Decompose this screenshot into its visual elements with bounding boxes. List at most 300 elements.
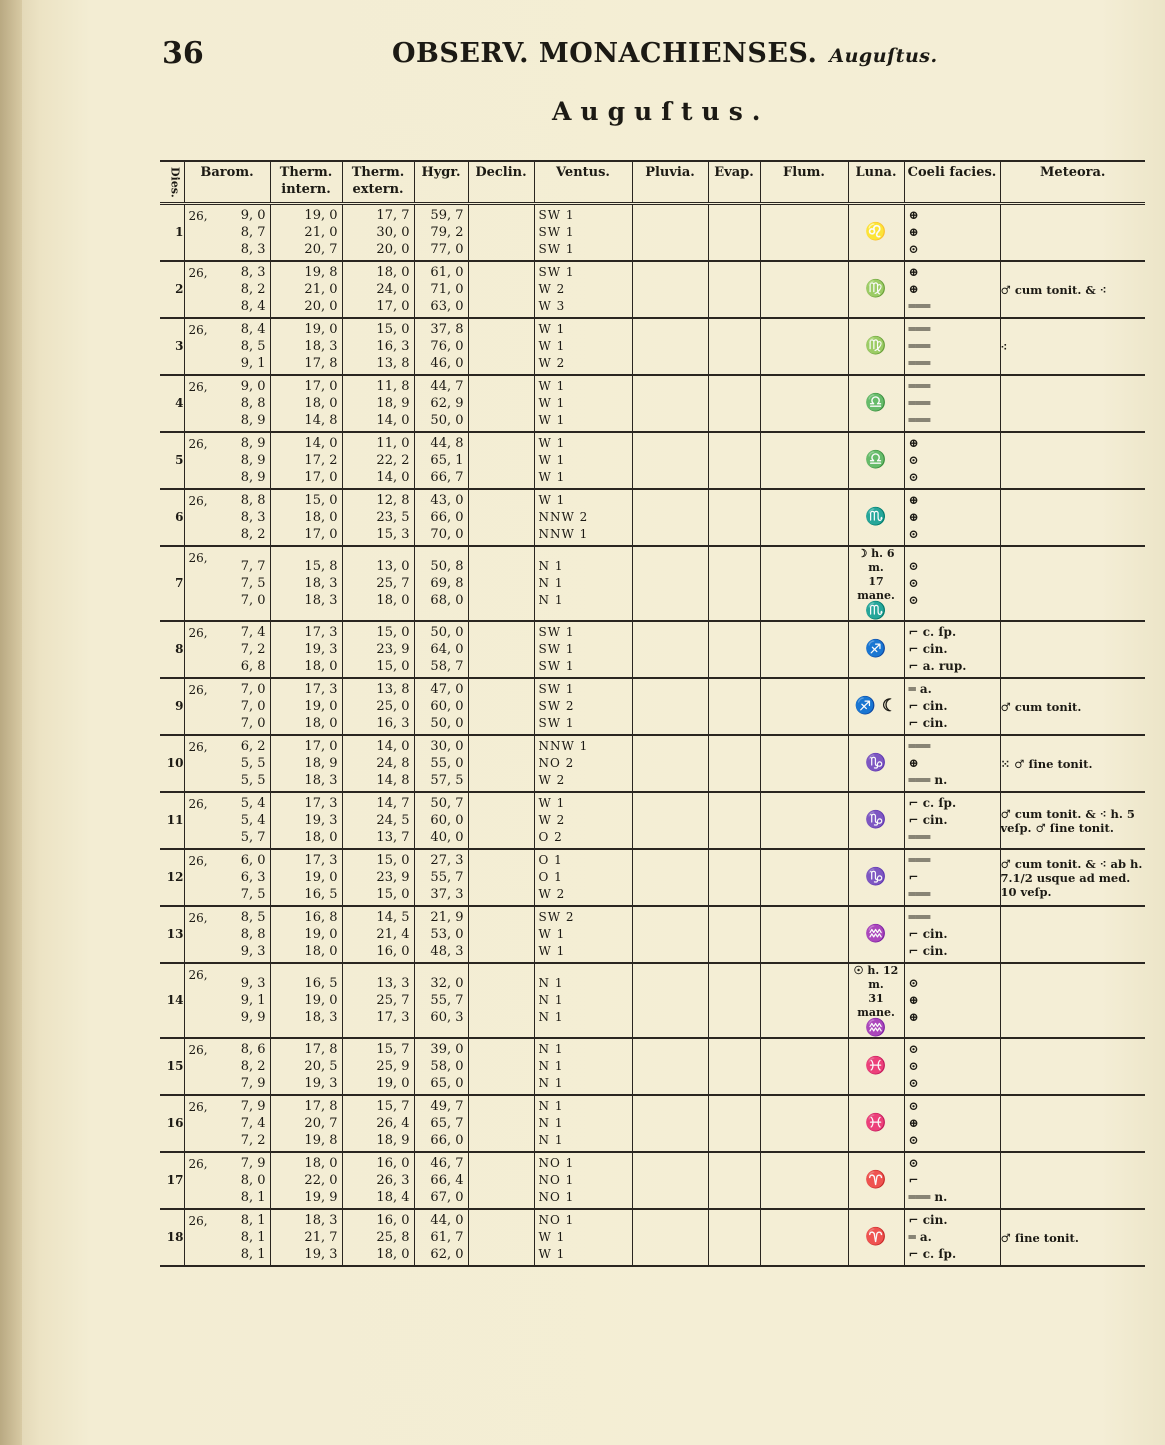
wind-cell-stack [535,547,632,620]
day-number: 8 [160,621,184,678]
therm-intern-cell-value: 16, 5 [304,976,338,991]
declination-cell [468,1038,534,1095]
hygrometer-cell [414,489,468,546]
declination-cell [468,489,534,546]
therm-intern-cell-value: 18, 0 [304,1156,338,1171]
evaporation-cell [708,1095,760,1152]
rain-cell [632,546,708,621]
therm-extern-cell-value: 26, 3 [376,1173,410,1188]
wind-cell-stack [535,262,632,317]
hygrometer-cell-value: 62, 9 [430,396,464,411]
hygrometer-cell-value: 30, 0 [430,739,464,754]
sky-cell [904,1209,1000,1266]
evaporation-cell [708,489,760,546]
therm-intern-cell [270,489,342,546]
hygrometer-cell-stack [415,964,468,1037]
therm-intern-cell-value: 21, 0 [304,282,338,297]
therm-intern-cell-stack [271,1210,342,1265]
therm-extern-cell-value: 20, 0 [376,242,410,257]
wind-cell-value: N 1 [538,976,564,990]
wind-cell-stack [535,376,632,431]
moon-cell [848,735,904,792]
wind-cell [534,318,632,375]
barometer-cell-value: 7, 4 [240,1116,266,1131]
hygrometer-cell-value: 58, 0 [430,1059,464,1074]
sky-cell [904,849,1000,906]
sky-cell [904,735,1000,792]
sky-cell-value: ⊙ [908,976,919,990]
hygrometer-cell [414,432,468,489]
table-row [160,318,1145,375]
moon-cell [848,678,904,735]
therm-extern-cell-value: 22, 2 [376,453,410,468]
wind-cell-value: SW 1 [538,242,575,256]
moon-phase-note: ☽ h. 6 m. [857,547,895,574]
barometer-cell [184,792,270,849]
wind-cell-value: N 1 [538,1010,564,1024]
sky-cell-value: ⊕ [908,493,919,507]
therm-intern-cell-stack [271,205,342,260]
wind-cell-stack [535,679,632,734]
wind-cell-value: SW 1 [538,225,575,239]
rain-cell [632,375,708,432]
observations-table [160,160,1145,1267]
therm-extern-cell-stack [343,907,414,962]
therm-intern-cell-value: 18, 9 [304,756,338,771]
therm-extern-cell [342,963,414,1038]
sky-cell-value: ⌐ cin. [908,944,948,958]
barometer-cell-value: 7, 0 [240,716,266,731]
hygrometer-cell-value: 60, 0 [430,813,464,828]
zodiac-sign-icon: ♓ [865,1113,887,1133]
wind-cell [534,1152,632,1209]
therm-intern-cell-stack [271,1039,342,1094]
therm-intern-cell-stack [271,1096,342,1151]
sky-cell-value: ⌐ cin. [908,927,948,941]
therm-extern-cell-stack [343,679,414,734]
sky-cell-value: ═══ [908,853,931,867]
sky-cell-stack [905,376,1000,431]
hygrometer-cell-value: 21, 9 [430,910,464,925]
declination-cell [468,906,534,963]
therm-intern-cell-value: 17, 0 [304,527,338,542]
hygrometer-cell [414,963,468,1038]
sky-cell-value: ⌐ cin. [908,699,948,713]
rain-cell [632,261,708,318]
therm-intern-cell-value: 19, 9 [304,1190,338,1205]
moon-cell [848,792,904,849]
therm-intern-cell-stack [271,262,342,317]
day-number: 7 [160,546,184,621]
therm-extern-cell-stack [343,736,414,791]
therm-extern-cell-value: 18, 9 [376,396,410,411]
therm-extern-cell [342,1209,414,1266]
wind-cell-stack [535,850,632,905]
therm-intern-cell [270,963,342,1038]
barometer-cell-value: 9, 0 [240,208,266,223]
therm-extern-cell-value: 13, 7 [376,830,410,845]
hygrometer-cell [414,546,468,621]
meteora-cell [1000,1038,1145,1095]
hygrometer-cell-value: 48, 3 [430,944,464,959]
therm-extern-cell-value: 30, 0 [376,225,410,240]
hygrometer-cell-value: 70, 0 [430,527,464,542]
moon-cell [848,546,904,621]
therm-extern-cell-value: 25, 8 [376,1230,410,1245]
moon-phase-note: ☉ h. 12 m. [853,964,899,991]
wind-cell-value: N 1 [538,1059,564,1073]
hygrometer-cell [414,1152,468,1209]
hygrometer-cell-value: 65, 1 [430,453,464,468]
moon-cell [848,906,904,963]
wind-cell-value: W 2 [538,813,566,827]
therm-intern-cell-value: 22, 0 [304,1173,338,1188]
sky-cell [904,204,1000,262]
therm-extern-cell [342,735,414,792]
therm-extern-cell-stack [343,1153,414,1208]
moon-cell [848,849,904,906]
zodiac-sign-icon: ♒ [865,924,887,944]
therm-intern-cell-value: 18, 0 [304,716,338,731]
therm-intern-cell-value: 17, 8 [304,1042,338,1057]
therm-intern-cell [270,1152,342,1209]
table-header-row [160,161,1145,204]
barometer-cell-value: 7, 9 [240,1099,266,1114]
therm-extern-cell [342,792,414,849]
barometer-cell [184,963,270,1038]
river-cell [760,261,848,318]
therm-extern-cell [342,261,414,318]
therm-extern-cell-value: 15, 7 [376,1042,410,1057]
therm-intern-cell-value: 21, 7 [304,1230,338,1245]
wind-cell-value: SW 1 [538,716,575,730]
wind-cell [534,849,632,906]
zodiac-sign-icon: ♑ [865,753,887,773]
wind-cell-value: NNW 1 [538,527,589,541]
therm-extern-cell [342,678,414,735]
sky-cell-value: ⊙ [908,1133,919,1147]
moon-cell [848,432,904,489]
wind-cell-stack [535,1039,632,1094]
river-cell [760,735,848,792]
wind-cell-value: W 1 [538,493,566,507]
therm-intern-cell [270,375,342,432]
sky-cell-stack [905,262,1000,317]
evaporation-cell [708,906,760,963]
barometer-inches: 26, [188,1214,208,1228]
sky-cell-value: ═══ n. [908,1190,948,1204]
wind-cell [534,432,632,489]
therm-extern-cell-value: 17, 3 [376,1010,410,1025]
wind-cell-value: N 1 [538,1116,564,1130]
wind-cell-value: N 1 [538,559,564,573]
barometer-cell-value: 5, 7 [240,830,266,845]
meteora-cell [1000,906,1145,963]
wind-cell-value: NO 1 [538,1173,575,1187]
barometer-cell-value: 8, 7 [240,225,266,240]
sky-cell-stack [905,736,1000,791]
sky-cell-value: ⌐ [908,870,919,884]
barometer-cell-value: 8, 8 [240,927,266,942]
day-number: 11 [160,792,184,849]
therm-extern-cell-value: 18, 9 [376,1133,410,1148]
hygrometer-cell-value: 60, 0 [430,699,464,714]
day-number: 2 [160,261,184,318]
hygrometer-cell-value: 44, 8 [430,436,464,451]
hygrometer-cell-value: 69, 8 [430,576,464,591]
wind-cell-value: NO 2 [538,756,575,770]
evaporation-cell [708,621,760,678]
therm-intern-cell-value: 17, 0 [304,739,338,754]
therm-extern-cell-value: 23, 9 [376,642,410,657]
therm-extern-cell-value: 14, 8 [376,773,410,788]
barometer-cell-value: 8, 9 [240,453,266,468]
sky-cell [904,621,1000,678]
therm-extern-cell-value: 14, 7 [376,796,410,811]
sky-cell [904,375,1000,432]
hygrometer-cell-stack [415,679,468,734]
therm-intern-cell-stack [271,319,342,374]
hygrometer-cell-value: 27, 3 [430,853,464,868]
rain-cell [632,204,708,262]
hygrometer-cell-value: 37, 8 [430,322,464,337]
therm-extern-cell-stack [343,490,414,545]
wind-cell-value: SW 2 [538,910,575,924]
therm-extern-cell-value: 13, 3 [376,976,410,991]
wind-cell-value: SW 1 [538,625,575,639]
sky-cell-value: ⊙ [908,559,919,573]
therm-intern-cell [270,204,342,262]
wind-cell-value: N 1 [538,1133,564,1147]
zodiac-sign-icon: ♐ ☾ [854,696,898,716]
moon-cell [848,1095,904,1152]
sky-cell-value: ⊙ [908,593,919,607]
wind-cell-value: W 2 [538,356,566,370]
therm-extern-cell-value: 25, 7 [376,993,410,1008]
wind-cell [534,678,632,735]
therm-extern-cell-stack [343,433,414,488]
sky-cell [904,318,1000,375]
barometer-cell-value: 8, 6 [240,1042,266,1057]
hygrometer-cell-value: 50, 0 [430,413,464,428]
therm-intern-cell-value: 17, 2 [304,453,338,468]
zodiac-sign-icon: ♍ [865,279,887,299]
hygrometer-cell-value: 64, 0 [430,642,464,657]
meteora-cell [1000,204,1145,262]
wind-cell-value: W 1 [538,1247,566,1261]
hygrometer-cell [414,1095,468,1152]
meteora-cell: ♂ cum tonit. [1000,678,1145,735]
zodiac-sign-icon: ♎ [865,450,887,470]
evaporation-cell [708,318,760,375]
river-cell [760,963,848,1038]
therm-extern-cell-stack [343,793,414,848]
wind-cell-value: N 1 [538,1042,564,1056]
sky-cell-value: ⌐ a. rup. [908,659,967,673]
sky-cell-value: ═══ [908,299,931,313]
sky-cell-stack [905,490,1000,545]
table-row [160,432,1145,489]
wind-cell-value: W 1 [538,453,566,467]
therm-intern-cell-value: 14, 8 [304,413,338,428]
therm-extern-cell-value: 14, 0 [376,413,410,428]
rain-cell [632,963,708,1038]
hygrometer-cell-value: 55, 7 [430,870,464,885]
therm-extern-cell [342,621,414,678]
hygrometer-cell-stack [415,319,468,374]
wind-cell-value: NO 1 [538,1156,575,1170]
therm-intern-cell-value: 19, 0 [304,927,338,942]
therm-extern-cell-value: 15, 0 [376,659,410,674]
barometer-cell-value: 7, 5 [240,887,266,902]
barometer-inches: 26, [188,683,208,697]
barometer-cell-value: 8, 5 [240,339,266,354]
barometer-cell-value: 9, 1 [240,993,266,1008]
hygrometer-cell-stack [415,433,468,488]
barometer-cell [184,1209,270,1266]
sky-cell-stack [905,679,1000,734]
hygrometer-cell [414,1209,468,1266]
meteora-cell: ♂ cum tonit. & ⁖ ab h. 7.1/2 usque ad med. 10 veſp. [1000,849,1145,906]
wind-cell-value: SW 1 [538,265,575,279]
moon-cell [848,621,904,678]
therm-intern-cell [270,849,342,906]
wind-cell-stack [535,205,632,260]
sky-cell-stack [905,319,1000,374]
therm-extern-cell-value: 16, 0 [376,944,410,959]
meteora-cell: ♂ ſine tonit. [1000,1209,1145,1266]
table-row [160,261,1145,318]
hygrometer-cell-stack [415,1039,468,1094]
sky-cell-value: ⊕ [908,436,919,450]
wind-cell-value: W 1 [538,413,566,427]
zodiac-sign-icon: ♑ [865,867,887,887]
sky-cell-value: ⊕ [908,225,919,239]
therm-intern-cell-stack [271,622,342,677]
declination-cell [468,735,534,792]
col-header-declin: Declin. [468,161,534,204]
therm-extern-cell-value: 17, 0 [376,299,410,314]
barometer-inches: 26, [188,209,208,223]
hygrometer-cell [414,792,468,849]
wind-cell-value: W 1 [538,339,566,353]
hygrometer-cell-value: 66, 0 [430,510,464,525]
page-binding-edge [0,0,22,1445]
moon-phase-note: 17 mane. [857,575,895,602]
hygrometer-cell-value: 57, 5 [430,773,464,788]
wind-cell [534,1038,632,1095]
sky-cell-value: ⌐ cin. [908,642,948,656]
wind-cell-stack [535,1153,632,1208]
wind-cell-value: W 1 [538,796,566,810]
therm-intern-cell-value: 17, 8 [304,356,338,371]
river-cell [760,621,848,678]
zodiac-sign-icon: ♏ [865,601,887,621]
declination-cell [468,678,534,735]
therm-extern-cell-value: 18, 0 [376,593,410,608]
barometer-cell-value: 8, 1 [240,1190,266,1205]
therm-intern-cell-value: 14, 0 [304,436,338,451]
hygrometer-cell-stack [415,547,468,620]
hygrometer-cell-value: 46, 7 [430,1156,464,1171]
therm-extern-cell [342,546,414,621]
barometer-cell-value: 9, 3 [240,976,266,991]
rain-cell [632,489,708,546]
therm-extern-cell-value: 13, 8 [376,356,410,371]
therm-extern-cell-stack [343,547,414,620]
barometer-cell [184,261,270,318]
therm-intern-cell-value: 18, 3 [304,576,338,591]
running-head-text: OBSERV. MONACHIENSES. [392,38,818,69]
barometer-inches: 26, [188,380,208,394]
declination-cell [468,621,534,678]
sky-cell-value: ⌐ cin. [908,716,948,730]
therm-extern-cell-stack [343,850,414,905]
sky-cell-value: ⊙ [908,470,919,484]
therm-extern-cell-value: 14, 0 [376,739,410,754]
hygrometer-cell-stack [415,1153,468,1208]
therm-intern-cell-value: 19, 3 [304,642,338,657]
therm-intern-cell [270,678,342,735]
wind-cell-value: N 1 [538,593,564,607]
therm-extern-cell [342,849,414,906]
therm-intern-cell-value: 18, 0 [304,510,338,525]
barometer-cell-value: 8, 9 [240,470,266,485]
day-number: 14 [160,963,184,1038]
therm-extern-cell [342,375,414,432]
therm-extern-cell-value: 15, 0 [376,853,410,868]
barometer-cell-value: 7, 2 [240,642,266,657]
rain-cell [632,792,708,849]
therm-intern-cell-stack [271,1153,342,1208]
declination-cell [468,546,534,621]
therm-intern-cell [270,318,342,375]
evaporation-cell [708,1038,760,1095]
table-row [160,849,1145,906]
wind-cell [534,261,632,318]
hygrometer-cell-stack [415,736,468,791]
therm-extern-cell-value: 11, 8 [376,379,410,394]
sky-cell [904,1152,1000,1209]
day-number: 4 [160,375,184,432]
evaporation-cell [708,792,760,849]
declination-cell [468,432,534,489]
barometer-inches: 26, [188,437,208,451]
evaporation-cell [708,432,760,489]
therm-extern-cell-value: 16, 0 [376,1213,410,1228]
sky-cell-stack [905,793,1000,848]
therm-extern-cell-stack [343,376,414,431]
sky-cell-value: ═══ [908,356,931,370]
rain-cell [632,735,708,792]
barometer-cell-value: 5, 5 [240,773,266,788]
wind-cell-value: O 1 [538,870,563,884]
hygrometer-cell-value: 50, 8 [430,559,464,574]
barometer-cell [184,1038,270,1095]
sky-cell-stack [905,907,1000,962]
therm-extern-cell-value: 23, 9 [376,870,410,885]
therm-intern-cell-value: 18, 3 [304,773,338,788]
barometer-inches: 26, [188,797,208,811]
barometer-cell-value: 6, 3 [240,870,266,885]
therm-extern-cell [342,204,414,262]
wind-cell-stack [535,490,632,545]
hygrometer-cell-value: 44, 7 [430,379,464,394]
wind-cell-value: NO 1 [538,1213,575,1227]
therm-extern-cell [342,318,414,375]
table-row [160,906,1145,963]
meteora-cell: ♂ cum tonit. & ⁖ h. 5 veſp. ♂ ſine tonit. [1000,792,1145,849]
